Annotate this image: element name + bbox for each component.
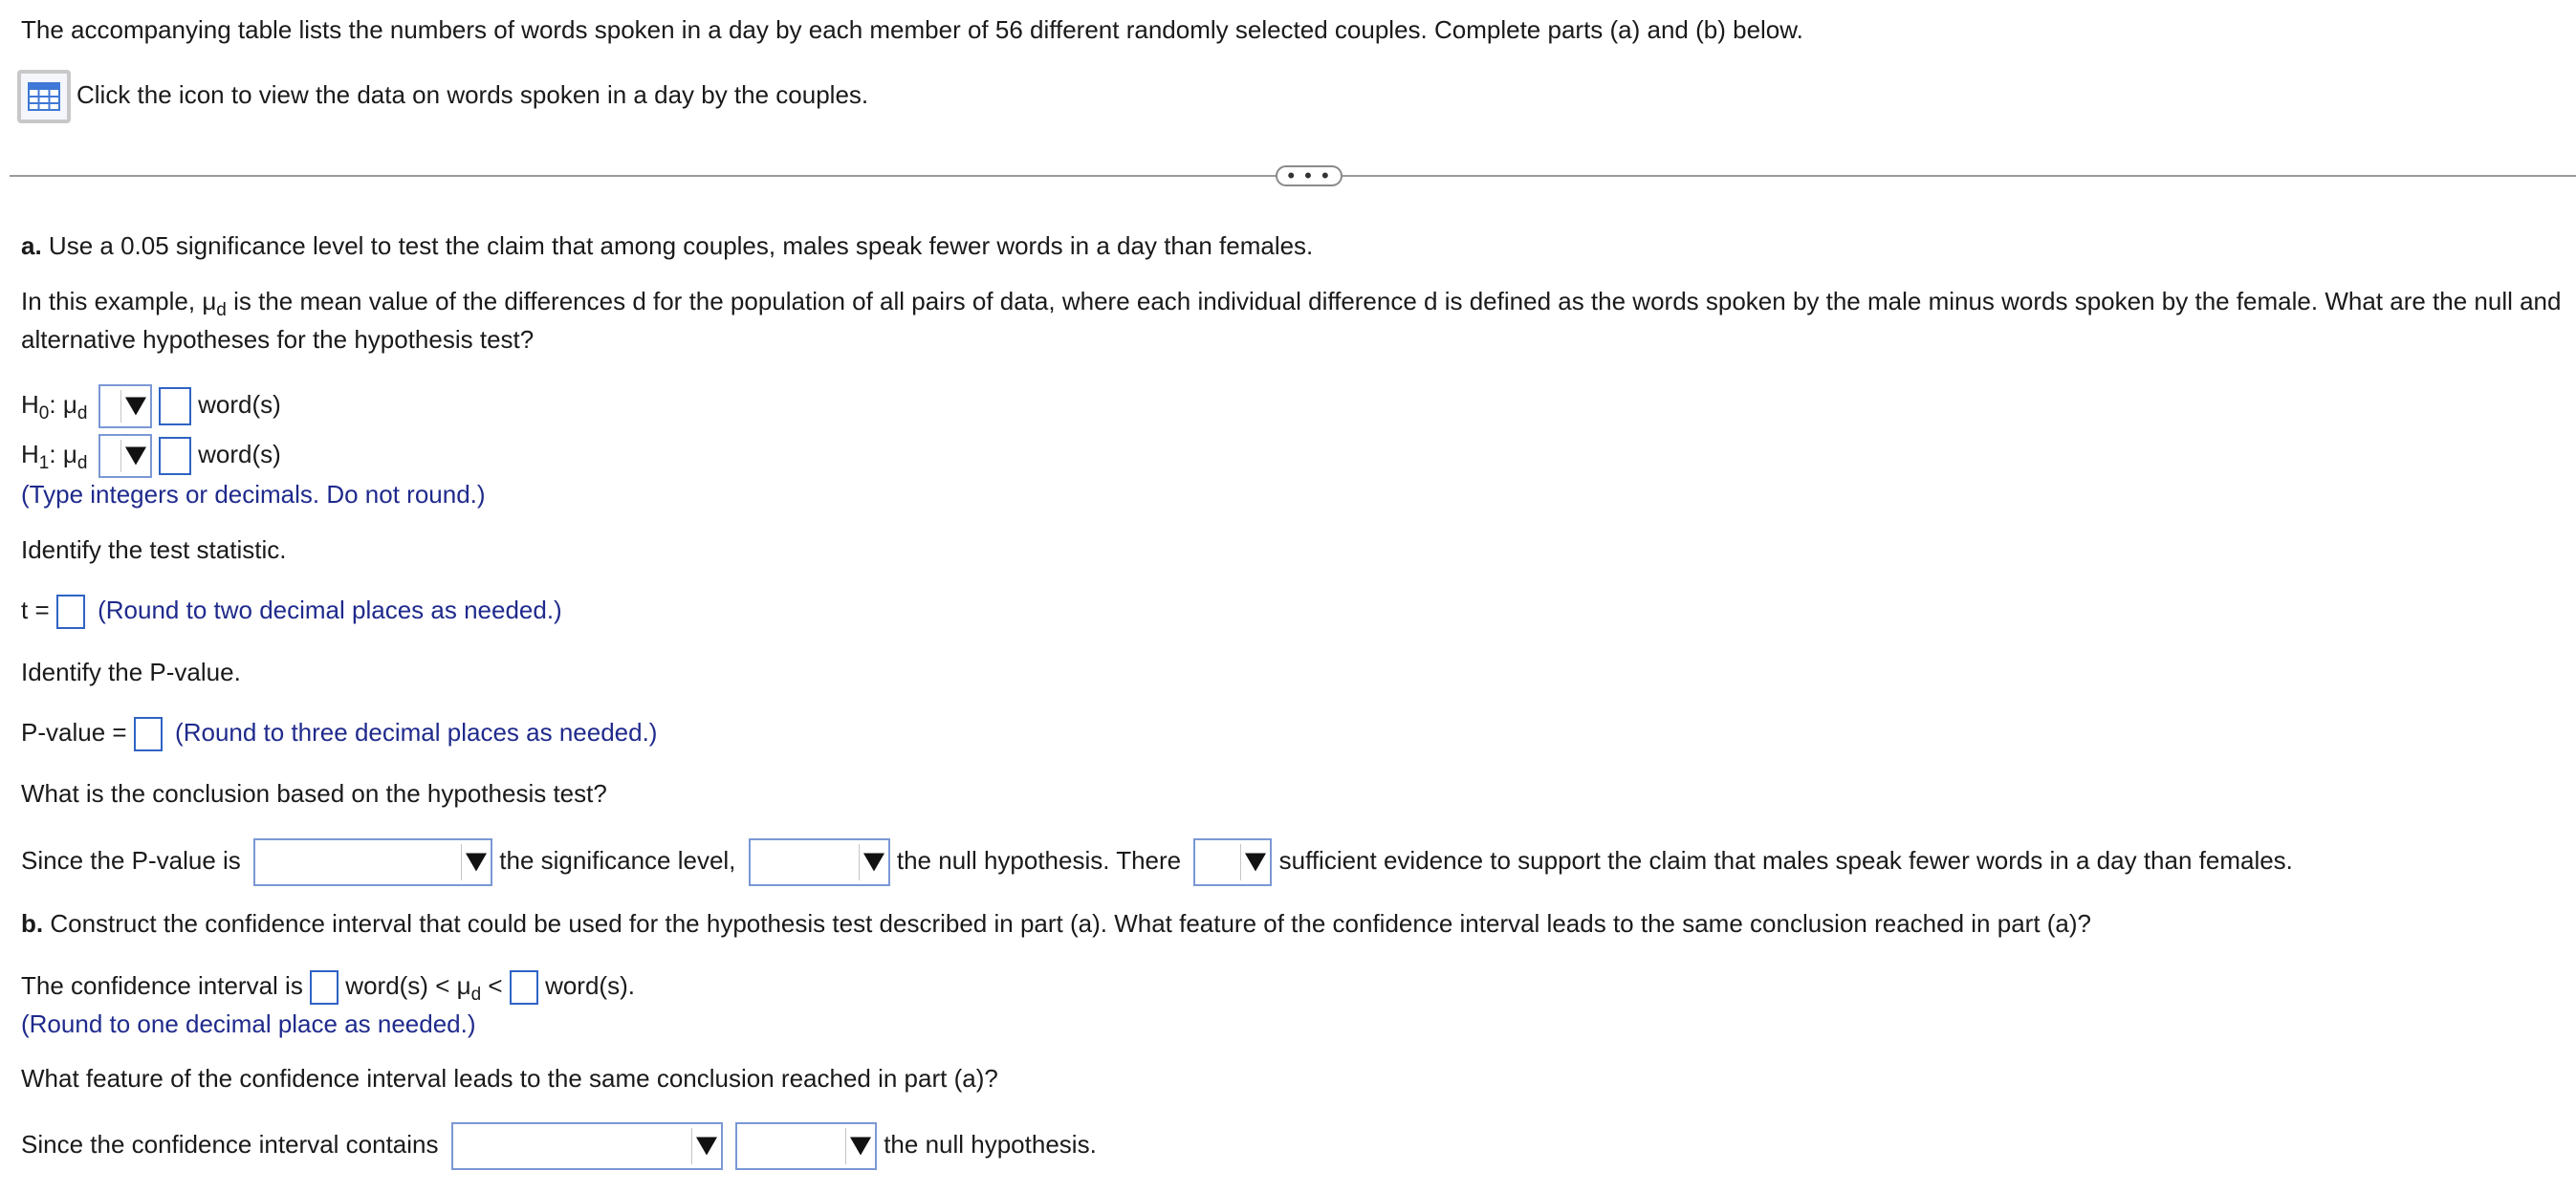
chevron-down-icon <box>125 398 146 416</box>
part-b-label: b. <box>21 909 44 938</box>
evidence-dropdown[interactable] <box>1193 838 1272 886</box>
view-data-text[interactable]: Click the icon to view the data on words spoken in a day by the couples. <box>76 80 869 109</box>
t-row <box>21 589 562 631</box>
h1-unit: word(s) <box>198 440 281 468</box>
since-row: Since the confidence interval contains the null hypothesis. <box>21 1118 1097 1170</box>
ci-hint: (Round to one decimal place as needed.) <box>21 1009 476 1038</box>
t-hint: (Round to two decimal places as needed.) <box>98 596 562 624</box>
ci-upper-input[interactable] <box>510 970 538 1005</box>
ci-contains-dropdown[interactable] <box>451 1122 723 1170</box>
example-line-1: In this example, $\mu_d$ is the mean value of the differences d for the population of all pairs of data, where each individual difference d is defined as the words spoken by the male minus words spoken by the female. What are the null and <box>21 287 2562 320</box>
conclusion-prompt: What is the conclusion based on the hypothesis test? <box>21 779 607 808</box>
part-a-question <box>21 229 1313 262</box>
pvalue-input[interactable] <box>134 717 163 751</box>
t-value-input[interactable] <box>56 595 85 629</box>
h1-row <box>21 430 281 478</box>
chevron-down-icon <box>863 854 884 872</box>
h1-symbol: $H_1$: $\mu_d$ <box>21 440 88 473</box>
h1-operator-dropdown[interactable] <box>98 434 152 478</box>
example-line-2: alternative hypotheses for the hypothesis test? <box>21 325 535 354</box>
hypothesis-hint: (Type integers or decimals. Do not round.) <box>21 480 486 509</box>
h1-value-input[interactable] <box>159 437 191 475</box>
part-a-label: a. <box>21 231 42 260</box>
part-b-question <box>21 907 2091 940</box>
pvalue-comparison-dropdown[interactable] <box>253 838 492 886</box>
ci-mu-symbol: $\mu_d$ <box>456 971 482 1005</box>
pvalue-prompt: Identify the P-value. <box>21 658 241 686</box>
problem-intro: The accompanying table lists the numbers of words spoken in a day by each member of 56 different randomly selected couples. Complete parts (a) and (b) below. <box>21 15 1803 44</box>
ci-row: The confidence interval is word(s) < $\mu_d$ < word(s). <box>21 971 635 1005</box>
pvalue-label: P-value = <box>21 718 127 747</box>
chevron-down-icon <box>696 1138 717 1156</box>
reject-decision-dropdown[interactable] <box>749 838 890 886</box>
h0-row <box>21 380 281 428</box>
chevron-down-icon <box>850 1138 871 1156</box>
h0-value-input[interactable] <box>159 387 191 425</box>
h0-operator-dropdown[interactable] <box>98 384 152 428</box>
h0-unit: word(s) <box>198 390 281 419</box>
conclusion-row: Since the P-value is the significance level, the null hypothesis. There sufficient evidence to support the claim that males speak fewer words in a day than females. <box>21 835 2293 886</box>
chevron-down-icon <box>125 447 146 466</box>
part-a-text: Use a 0.05 significance level to test the claim that among couples, males speak fewer words in a day than females. <box>48 231 1314 260</box>
table-icon <box>28 82 60 111</box>
part-b-text: Construct the confidence interval that could be used for the hypothesis test described in part (a). What feature of the confidence interval leads to the same conclusion reached in part (a)? <box>50 909 2091 938</box>
chevron-down-icon <box>466 854 487 872</box>
view-data-button[interactable] <box>17 70 71 123</box>
chevron-down-icon <box>1245 854 1266 872</box>
ci-decision-dropdown[interactable] <box>735 1122 877 1170</box>
pvalue-hint: (Round to three decimal places as needed.) <box>175 718 658 747</box>
ci-lower-input[interactable] <box>310 970 338 1005</box>
pvalue-row <box>21 711 657 753</box>
feature-prompt: What feature of the confidence interval leads to the same conclusion reached in part (a)? <box>21 1064 998 1093</box>
test-statistic-prompt: Identify the test statistic. <box>21 535 287 564</box>
h0-symbol: $H_0$: $\mu_d$ <box>21 390 88 423</box>
t-label: t = <box>21 596 50 624</box>
expand-toggle-button[interactable]: • • • <box>1276 165 1343 186</box>
